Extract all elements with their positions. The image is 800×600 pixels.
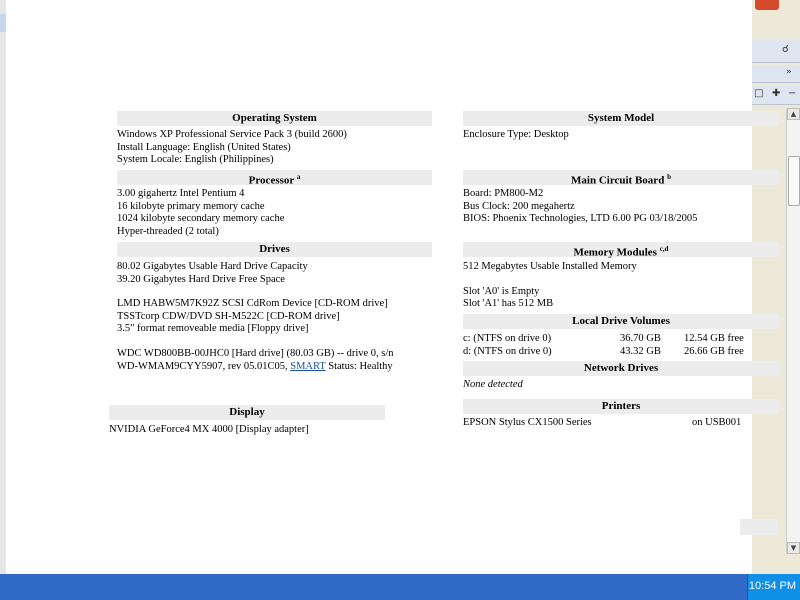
memory-line-1: 512 Megabytes Usable Installed Memory [463, 261, 637, 272]
chevron-right-icon[interactable]: » [786, 67, 792, 77]
plus-icon[interactable]: ✚ [772, 88, 781, 99]
volume-d-size: 43.32 GB [620, 345, 661, 357]
taskbar [0, 574, 800, 600]
left-window-edge [0, 0, 6, 574]
drives-line-1: 80.02 Gigabytes Usable Hard Drive Capacity [117, 261, 308, 272]
drives-line-5: TSSTcorp CDW/DVD SH-M522C [CD-ROM drive] [117, 310, 340, 322]
header-display: Display [109, 405, 385, 420]
system-tray [747, 574, 800, 600]
left-window-tab [0, 14, 6, 32]
system-model-line-1: Enclosure Type: Desktop [463, 129, 569, 140]
display-line-1: NVIDIA GeForce4 MX 4000 [Display adapter] [109, 424, 309, 435]
volume-c-size: 36.70 GB [620, 333, 661, 344]
scroll-thumb[interactable] [788, 156, 800, 206]
drives-line-4: LMD HABW5M7K92Z SCSI CdRom Device [CD-ROM drive] [117, 298, 388, 309]
header-drives: Drives [117, 242, 432, 257]
memory-line-4: Slot 'A1' has 512 MB [463, 298, 554, 309]
header-operating-system: Operating System [117, 111, 432, 126]
minimize-icon[interactable]: □ [754, 88, 764, 99]
header-main-circuit-board: Main Circuit Board $^b$ [463, 170, 779, 185]
network-none: None detected [463, 379, 523, 390]
volume-d-free: 26.66 GB free [684, 345, 744, 357]
volume-d-name: d: (NTFS on drive 0) [463, 345, 552, 357]
drives-status-text: Status: Healthy [328, 360, 393, 372]
volume-c-free: 12.54 GB free [684, 333, 744, 344]
printer-port: on USB001 [692, 417, 742, 428]
close-icon[interactable] [755, 0, 779, 10]
search-icon[interactable]: ☌ [782, 44, 789, 55]
header-memory-modules: Memory Modules $^{c,d}$ [463, 242, 779, 257]
board-line-3: BIOS: Phoenix Technologies, LTD 6.00 PG 03/18/2005 [463, 213, 698, 224]
drives-line-8: WDC WD800BB-00JHC0 [Hard drive] (80.03 GB) -- drive 0, s/n [117, 348, 394, 359]
os-line-2: Install Language: English (United States) [117, 141, 291, 153]
processor-line-1: 3.00 gigahertz Intel Pentium 4 [117, 188, 245, 199]
memory-line-3: Slot 'A0' is Empty [463, 285, 540, 297]
vertical-scrollbar[interactable] [786, 108, 800, 554]
os-line-1: Windows XP Professional Service Pack 3 (build 2600) [117, 129, 347, 140]
volume-c-name: c: (NTFS on drive 0) [463, 333, 552, 344]
header-network-drives: Network Drives [463, 361, 779, 376]
tool-bar [752, 66, 800, 83]
drives-serial-text: WD-WMAM9CYY5907, rev 05.01C05, [117, 360, 288, 372]
header-printers: Printers [463, 399, 779, 414]
smart-link[interactable]: SMART [290, 360, 326, 372]
board-line-2: Bus Clock: 200 megahertz [463, 200, 575, 212]
header-processor: Processor $^a$ [117, 170, 432, 185]
drives-line-9 [117, 361, 393, 373]
search-bar[interactable] [752, 40, 800, 63]
clock[interactable]: 10:54 PM [748, 580, 796, 592]
processor-line-4: Hyper-threaded (2 total) [117, 225, 219, 237]
board-line-1: Board: PM800-M2 [463, 188, 544, 199]
command-bar [752, 86, 800, 105]
footer-box [740, 519, 778, 535]
scroll-up-button[interactable]: ▲ [787, 108, 800, 120]
drives-line-2: 39.20 Gigabytes Hard Drive Free Space [117, 273, 285, 285]
drives-line-6: 3.5" format removeable media [Floppy drive] [117, 323, 309, 334]
scroll-down-button[interactable]: ▼ [787, 542, 800, 554]
printer-name: EPSON Stylus CX1500 Series [463, 417, 592, 428]
os-line-3: System Locale: English (Philippines) [117, 154, 274, 165]
header-system-model: System Model [463, 111, 779, 126]
minus-icon[interactable]: − [788, 88, 797, 99]
processor-line-3: 1024 kilobyte secondary memory cache [117, 213, 285, 224]
header-local-drive-volumes: Local Drive Volumes [463, 314, 779, 329]
processor-line-2: 16 kilobyte primary memory cache [117, 200, 265, 212]
